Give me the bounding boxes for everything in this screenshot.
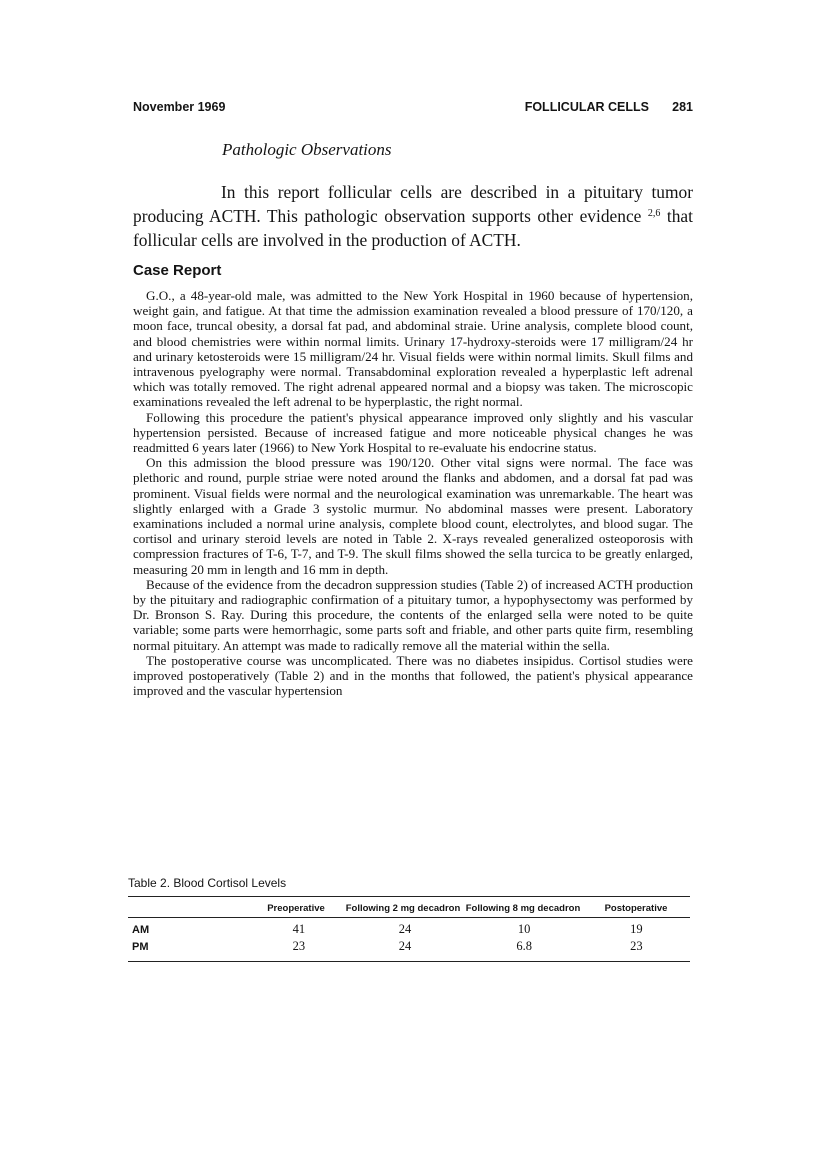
table-cell: 6.8 xyxy=(516,939,532,953)
intro-text-b: that follicular cells are involved in the production of ACTH. xyxy=(133,206,693,250)
page-header xyxy=(133,100,693,120)
table-row xyxy=(128,918,690,938)
table-cell: 10 xyxy=(517,922,531,936)
body-paragraph-2: Following this procedure the patient's physical appearance improved only slightly and his vascular hypertension persisted. Because of increased fatigue and more noticeable physical changes he was readmitted 6 years later (1966) to New York Hospital to re-evaluate his endocrine status. xyxy=(133,409,693,456)
header-date: November 1969 xyxy=(133,100,226,114)
body-paragraph-5: The postoperative course was uncomplicated. There was no diabetes insipidus. Cortisol studies were improved postoperatively (Table 2) and in the months that followed, the patient's physical appearance improved and the vascular hypertension xyxy=(133,652,693,699)
row-label-pm: PM xyxy=(132,940,149,953)
table-cell: 24 xyxy=(398,939,412,953)
table-cell: 24 xyxy=(398,922,412,936)
cortisol-table xyxy=(128,896,690,962)
table-bottom-rule xyxy=(128,961,690,962)
body-paragraph-4: Because of the evidence from the decadron suppression studies (Table 2) of increased ACTH production by the pituitary and radiographic confirmation of a pituitary tumor, a hypophysectomy was performed by Dr. Bronson S. Ray. During this procedure, the contents of the enlarged sella were noted to be quite variable; some parts were hemorrhagic, some parts soft and friable, and other parts quite firm, resembling normal pituitary. An attempt was made to radically remove all the material within the sella. xyxy=(133,576,693,653)
table-cell: 41 xyxy=(292,922,306,936)
intro-paragraph xyxy=(133,180,693,252)
table-row xyxy=(128,938,690,955)
body-paragraph-3: On this admission the blood pressure was 190/120. Other vital signs were normal. The face was plethoric and round, purple striae were noted around the flanks and abdomen, and a dorsal fat pad was prominent. Visual fields were normal and the neurological examination was unremarkable. The heart was slightly enlarged with a Grade 3 systolic murmur. No abdominal masses were present. Laboratory examinations included a normal urine analysis, complete blood count, electrolytes, and blood sugar. The cortisol and urinary steroid levels are noted in Table 2. X-rays revealed generalized osteoporosis with compression fractures of T-6, T-7, and T-9. The skull films showed the sella turcica to be greatly enlarged, measuring 20 mm in length and 16 mm in depth. xyxy=(133,455,693,577)
col-header-following-2mg: Following 2 mg decadron xyxy=(345,903,461,914)
table-cell: 23 xyxy=(630,939,643,953)
col-header-postoperative: Postoperative xyxy=(604,903,668,914)
col-header-preoperative: Preoperative xyxy=(267,903,325,914)
table-cell: 23 xyxy=(292,939,306,953)
table-cell: 19 xyxy=(630,922,643,936)
row-label-am: AM xyxy=(132,923,150,936)
body-paragraph-1: G.O., a 48-year-old male, was admitted to the New York Hospital in 1960 because of hypertension, weight gain, and fatigue. At that time the admission examination revealed a blood pressure of 170/120, a moon face, truncal obesity, a dorsal fat pad, and abdominal straie. Urine analysis, complete blood count, and blood chemistries were within normal limits. Urinary 17-hydroxy-steroids were 17 milligram/24 hr and urinary ketosteroids were 15 milligram/24 hr. Visual fields were within normal limits. Skull films and intravenous pyelography were normal. Transabdominal exploration revealed a hyperplastic left adrenal which was totally removed. The right adrenal appeared normal and a biopsy was taken. The microscopic examinations revealed the left adrenal to be hyperplastic, the right normal. xyxy=(133,288,693,410)
table-caption: Table 2. Blood Cortisol Levels xyxy=(128,876,287,890)
intro-text-a: In this report follicular cells are described in a pituitary tumor producing ACTH. This pathologic observation supports other evidence xyxy=(133,182,693,226)
running-title: FOLLICULAR CELLS xyxy=(524,100,649,114)
case-report-heading: Case Report xyxy=(133,262,222,279)
section-title: Pathologic Observations xyxy=(222,140,392,159)
col-header-empty xyxy=(128,897,250,917)
col-header-following-8mg: Following 8 mg decadron xyxy=(465,903,581,914)
intro-reference: 2,6 xyxy=(647,208,661,219)
case-report-body xyxy=(133,288,693,698)
page-number: 281 xyxy=(672,100,693,114)
table-header-row xyxy=(128,897,690,917)
